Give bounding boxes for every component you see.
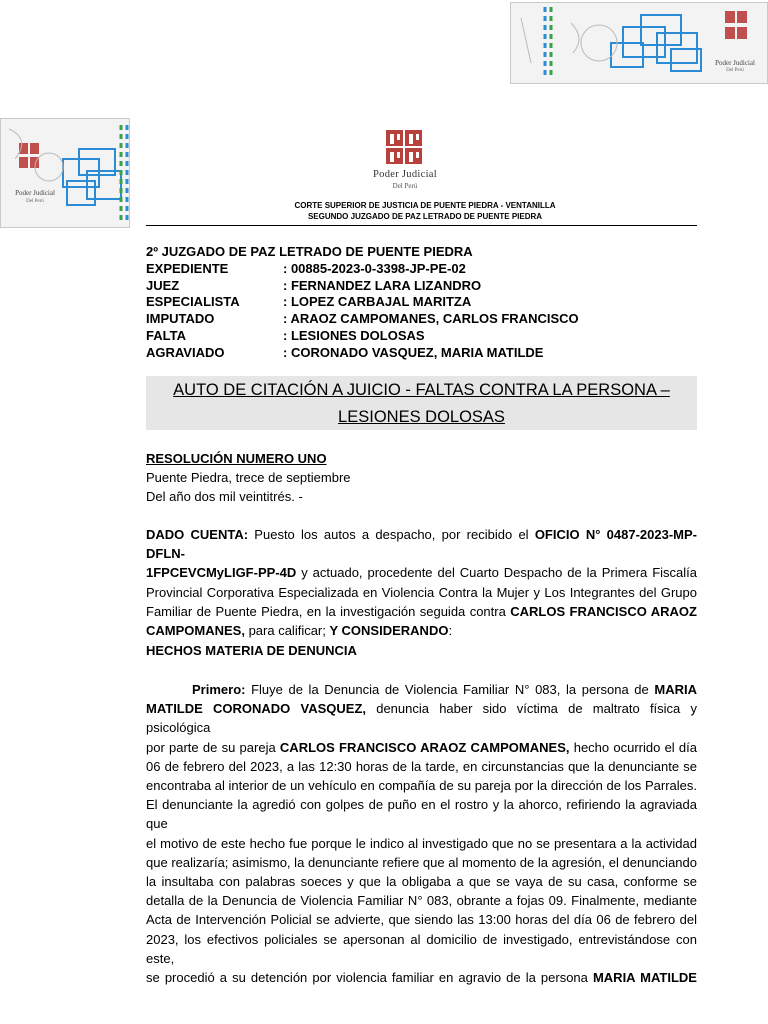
meta-row	[146, 345, 579, 362]
paragraph-line: detalla de la Denuncia de Violencia Familiar N° 083, obrante a fojas 09. Finalmente, mediante	[146, 893, 697, 909]
accused-name: CARLOS FRANCISCO ARAOZ CAMPOMANES,	[279, 739, 570, 755]
stamp-top-right	[510, 2, 768, 84]
oficio-number: OFICIO N° 0487-2023-MP-DFLN-	[146, 527, 697, 562]
resolution-block	[146, 449, 697, 507]
stamp-name: Poder Judicial	[715, 59, 755, 67]
meta-label: AGRAVIADO	[146, 344, 225, 360]
logo-sub: Del Perú	[392, 182, 418, 190]
meta-value: : CORONADO VASQUEZ, MARIA MATILDE	[283, 344, 544, 360]
meta-value: : LOPEZ CARBAJAL MARITZA	[283, 294, 472, 310]
stamp-sub: Del Perú	[726, 68, 744, 73]
paragraph-line	[146, 968, 697, 987]
meta-value: : FERNANDEZ LARA LIZANDRO	[283, 277, 482, 293]
stamp-name: Poder Judicial	[15, 189, 55, 197]
meta-label: EXPEDIENTE	[146, 260, 229, 276]
pj-emblem-icon	[384, 128, 424, 166]
primero-lead: Primero:	[192, 682, 246, 697]
meta-row	[146, 294, 579, 311]
paragraph-line	[146, 525, 697, 563]
poder-judicial-logo	[384, 128, 424, 166]
paragraph-line	[146, 680, 697, 699]
paragraph-line	[146, 602, 697, 621]
meta-value: : LESIONES DOLOSAS	[283, 327, 425, 343]
paragraph-line: encontraba al interior de un vehículo en compañía de su pareja por la dirección de los Parrales.	[146, 778, 697, 794]
paragraph-line: 06 de febrero del 2023, a las 12:30 horas de la tarde, en circunstancias que la denunciante se	[146, 758, 697, 774]
text-run: Familiar de Puente Piedra, en la investigación seguida contra	[146, 603, 511, 619]
meta-label: FALTA	[146, 327, 186, 343]
document-title-box	[146, 376, 697, 430]
oficio-number-cont: 1FPCEVCMyLIGF-PP-4D	[146, 565, 297, 581]
text-run: Puesto los autos a despacho, por recibido el	[248, 527, 535, 542]
resolution-heading: RESOLUCIÓN NUMERO UNO	[146, 451, 327, 466]
primero-paragraph	[146, 680, 697, 987]
text-run: hecho ocurrido el día	[569, 739, 697, 755]
stamp-sub: Del Perú	[26, 199, 44, 204]
text-run: denuncia haber sido víctima de maltrato física y psicológica	[146, 701, 697, 736]
meta-label: IMPUTADO	[146, 311, 215, 327]
meta-label: ESPECIALISTA	[146, 294, 240, 310]
paragraph-line: Provincial Corporativa Especializada en Violencia Contra la Mujer y Los Integrantes del Grupo	[146, 584, 697, 600]
paragraph-line: la insultaba con palabras soeces y que la obligaba a que se vaya de su casa, conforme se	[146, 874, 697, 890]
court-line-2: SEGUNDO JUZGADO DE PAZ LETRADO DE PUENTE PIEDRA	[307, 212, 543, 221]
paragraph-line: que realizaría; asimismo, la denunciante refiere que al momento de la agresión, el denunciando	[146, 854, 697, 870]
document-title-line-2: LESIONES DOLOSAS	[338, 408, 505, 426]
meta-value: : 00885-2023-0-3398-JP-PE-02	[283, 260, 466, 276]
case-metadata	[146, 244, 579, 362]
stamp-graphic	[1, 119, 129, 227]
dado-cuenta-paragraph	[146, 525, 697, 640]
accused-name-cont: CAMPOMANES,	[146, 623, 245, 639]
meta-label: JUEZ	[146, 277, 180, 293]
victim-name: MARIA	[654, 682, 697, 697]
meta-row	[146, 311, 579, 328]
document-title-line-1: AUTO DE CITACIÓN A JUICIO - FALTAS CONTRA LA PERSONA –	[173, 381, 670, 399]
considerando: Y CONSIDERANDO	[329, 623, 449, 639]
victim-name-cont: MATILDE CORONADO VASQUEZ,	[146, 701, 366, 717]
paragraph-line	[146, 563, 697, 582]
text-run: :	[448, 623, 453, 639]
text-run: y actuado, procedente del Cuarto Despacho de la Primera Fiscalía	[296, 565, 697, 581]
text-run: para calificar;	[244, 623, 330, 639]
meta-value: : ARAOZ CAMPOMANES, CARLOS FRANCISCO	[283, 311, 579, 327]
paragraph-line: El denunciante la agredió con golpes de puño en el rostro y la ahorco, refiriendo la agraviada que	[146, 797, 697, 832]
paragraph-line	[146, 621, 697, 640]
paragraph-line	[146, 699, 697, 737]
header-divider	[146, 225, 697, 226]
accused-name: CARLOS FRANCISCO ARAOZ	[510, 603, 697, 619]
court-line-1: CORTE SUPERIOR DE JUSTICIA DE PUENTE PIEDRA - VENTANILLA	[294, 201, 556, 210]
paragraph-line: Acta de Intervención Policial se advierte, que siendo las 13:00 horas del día 06 de febrero del	[146, 912, 697, 928]
stamp-top-left	[0, 118, 130, 228]
logo-name: Poder Judicial	[373, 169, 437, 180]
paragraph-line: 2023, los efectivos policiales se apersonan al domicilio de investigado, entrevistándose con este,	[146, 931, 697, 966]
resolution-year: Del año dos mil veintitrés. -	[146, 489, 303, 505]
text-run: Fluye de la Denuncia de Violencia Familiar N° 083, la persona de	[245, 682, 655, 697]
court-name: 2º JUZGADO DE PAZ LETRADO DE PUENTE PIEDRA	[146, 244, 473, 259]
resolution-place-date: Puente Piedra, trece de septiembre	[146, 470, 351, 486]
dado-cuenta-lead: DADO CUENTA:	[146, 527, 249, 542]
paragraph-line	[146, 738, 697, 757]
paragraph-line: el motivo de este hecho fue porque le indico al investigado que no se presentara a la actividad	[146, 835, 697, 851]
text-run: se procedió a su detención por violencia familiar en agravio de la persona	[146, 970, 593, 986]
meta-row	[146, 328, 579, 345]
section-heading: HECHOS MATERIA DE DENUNCIA	[146, 643, 357, 658]
meta-row	[146, 261, 579, 278]
text-run: por parte de su pareja	[146, 739, 280, 755]
meta-row	[146, 278, 579, 295]
victim-name: MARIA MATILDE	[592, 970, 697, 986]
